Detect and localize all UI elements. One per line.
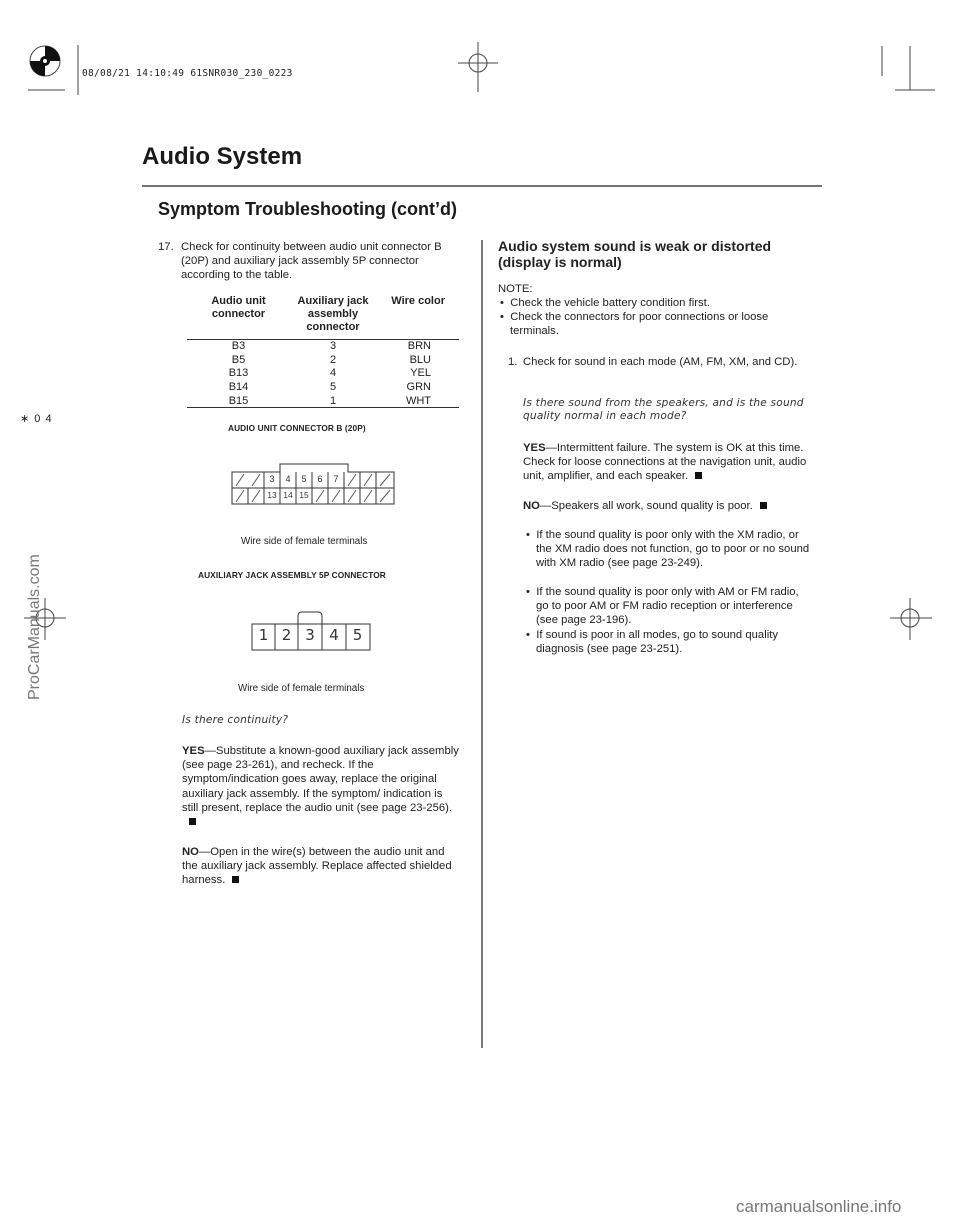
table-cell: BRN <box>407 340 431 353</box>
table-cell: GRN <box>406 381 431 394</box>
step-1-text: Check for sound in each mode (AM, FM, XM, and CD). <box>523 356 798 368</box>
bullet-text: If the sound quality is poor only with the XM radio, or the XM radio does not function, go to poor or no sound with XM radio (see page 23-249). <box>536 529 810 570</box>
end-square-icon <box>760 502 767 509</box>
table-cell: 2 <box>329 353 337 366</box>
end-square-icon <box>189 818 196 825</box>
connector-b-20p-diagram <box>226 460 398 508</box>
left-no-answer <box>182 845 460 888</box>
step-17-text: Check for continuity between audio unit connector B (20P) and auxiliary jack assembly 5P connector according to the table. <box>181 241 442 282</box>
right-yes-answer <box>523 441 807 484</box>
table-cell: WHT <box>405 394 431 407</box>
end-square-icon <box>695 472 702 479</box>
pin-label: 7 <box>333 474 339 484</box>
right-no-answer <box>523 499 807 513</box>
table-row <box>187 394 459 408</box>
yes-label: YES <box>182 745 205 757</box>
table-row <box>187 380 459 394</box>
step-17-number: 17. <box>158 241 174 253</box>
table-row <box>187 367 459 381</box>
side-code: ∗ 0 4 <box>20 413 53 425</box>
continuity-question: Is there continuity? <box>182 714 289 726</box>
no-text: Open in the wire(s) between the audio unit and the auxiliary jack assembly. Replace affected shielded harness. <box>182 846 452 887</box>
table-cell: B14 <box>228 381 249 394</box>
table-row <box>187 353 459 367</box>
page-subtitle: Symptom Troubleshooting (cont’d) <box>158 199 457 219</box>
page-title: Audio System <box>142 143 303 170</box>
pin-label: 4 <box>285 474 291 484</box>
yes-text: Substitute a known-good auxiliary jack assembly (see page 23-261), and recheck. If the symptom/indication goes away, replace the original auxiliary jack assembly. If the symptom/ indication is still present, replace the audio unit (see page 23-256). <box>182 745 459 814</box>
footer-watermark: carmanualsonline.info <box>736 1197 902 1216</box>
em-dash: — <box>204 745 216 757</box>
no-text: Speakers all work, sound quality is poor. <box>551 500 753 512</box>
right-heading-line2: (display is normal) <box>498 254 622 270</box>
bullet-icon: • <box>500 311 511 323</box>
em-dash: — <box>545 442 557 454</box>
sound-question: Is there sound from the speakers, and is the sound quality normal in each mode? <box>523 397 804 422</box>
bullet-item <box>526 528 814 571</box>
note-label: NOTE: <box>498 283 533 295</box>
pin-label: 3 <box>305 626 315 644</box>
pin-label: 13 <box>267 490 277 500</box>
wire-table <box>187 295 459 408</box>
bullet-item <box>526 585 814 628</box>
bullet-item <box>526 628 814 656</box>
table-row <box>187 340 459 354</box>
left-yes-answer <box>182 744 460 829</box>
table-cell: B15 <box>228 394 249 407</box>
table-header-wire-color: Wire color <box>391 295 445 307</box>
pin-label: 3 <box>269 474 275 484</box>
yes-label: YES <box>523 442 546 454</box>
note-item <box>500 296 800 310</box>
pin-label: 14 <box>283 490 293 500</box>
note-item <box>500 310 810 338</box>
pin-label: 4 <box>329 626 339 644</box>
table-cell: YEL <box>410 367 431 380</box>
right-heading-line1: Audio system sound is weak or distorted <box>498 238 772 254</box>
yes-text: Intermittent failure. The system is OK at this time. Check for loose connections at the navigation unit, audio unit, amplifier, and each speaker. <box>523 442 807 483</box>
table-cell: 5 <box>329 381 337 394</box>
bullet-text: If the sound quality is poor only with AM or FM radio, go to poor AM or FM radio reception or interference (see page 23-196). <box>536 586 799 627</box>
table-cell: 3 <box>329 340 337 353</box>
pin-label: 6 <box>317 474 323 484</box>
connector-b-note: Wire side of female terminals <box>241 536 368 547</box>
pin-label: 2 <box>281 626 292 644</box>
pin-label: 5 <box>301 474 307 484</box>
em-dash: — <box>198 846 211 858</box>
no-label: NO <box>523 500 540 512</box>
print-stamp: 08/08/21 14:10:49 61SNR030_230_0223 <box>82 68 293 79</box>
pin-label: 5 <box>352 626 363 644</box>
table-cell: 1 <box>329 394 337 407</box>
pin-label: 1 <box>258 626 269 644</box>
bullet-text: If sound is poor in all modes, go to sound quality diagnosis (see page 23-251). <box>536 629 779 656</box>
pin-label: 15 <box>299 490 309 500</box>
side-watermark: ProCarManuals.com <box>26 554 43 700</box>
bullet-icon: • <box>526 586 537 598</box>
aux-connector-caption: AUXILIARY JACK ASSEMBLY 5P CONNECTOR <box>198 570 386 580</box>
table-cell: B3 <box>231 340 246 353</box>
bullet-icon: • <box>526 629 537 641</box>
table-header-aux-jack: Auxiliary jack assembly connector <box>297 295 369 333</box>
note-text: Check the vehicle battery condition first. <box>510 297 710 309</box>
step-1-number: 1. <box>508 356 518 368</box>
table-header-audio-unit: Audio unit connector <box>211 295 266 320</box>
bullet-icon: • <box>526 529 537 541</box>
table-cell: B5 <box>231 353 246 366</box>
connector-b-bottom-pins <box>264 490 324 500</box>
aux-connector-pins <box>252 626 370 644</box>
connector-b-top-pins <box>264 474 344 484</box>
end-square-icon <box>232 876 239 883</box>
connector-b-caption: AUDIO UNIT CONNECTOR B (20P) <box>228 423 366 433</box>
note-text: Check the connectors for poor connections or loose terminals. <box>510 311 769 338</box>
bullet-icon: • <box>500 297 511 309</box>
no-label: NO <box>182 846 199 858</box>
table-cell: BLU <box>409 353 431 366</box>
aux-connector-note: Wire side of female terminals <box>238 683 365 694</box>
right-heading <box>498 238 771 270</box>
em-dash: — <box>539 500 552 512</box>
table-cell: 4 <box>329 367 337 380</box>
table-cell: B13 <box>228 367 249 380</box>
